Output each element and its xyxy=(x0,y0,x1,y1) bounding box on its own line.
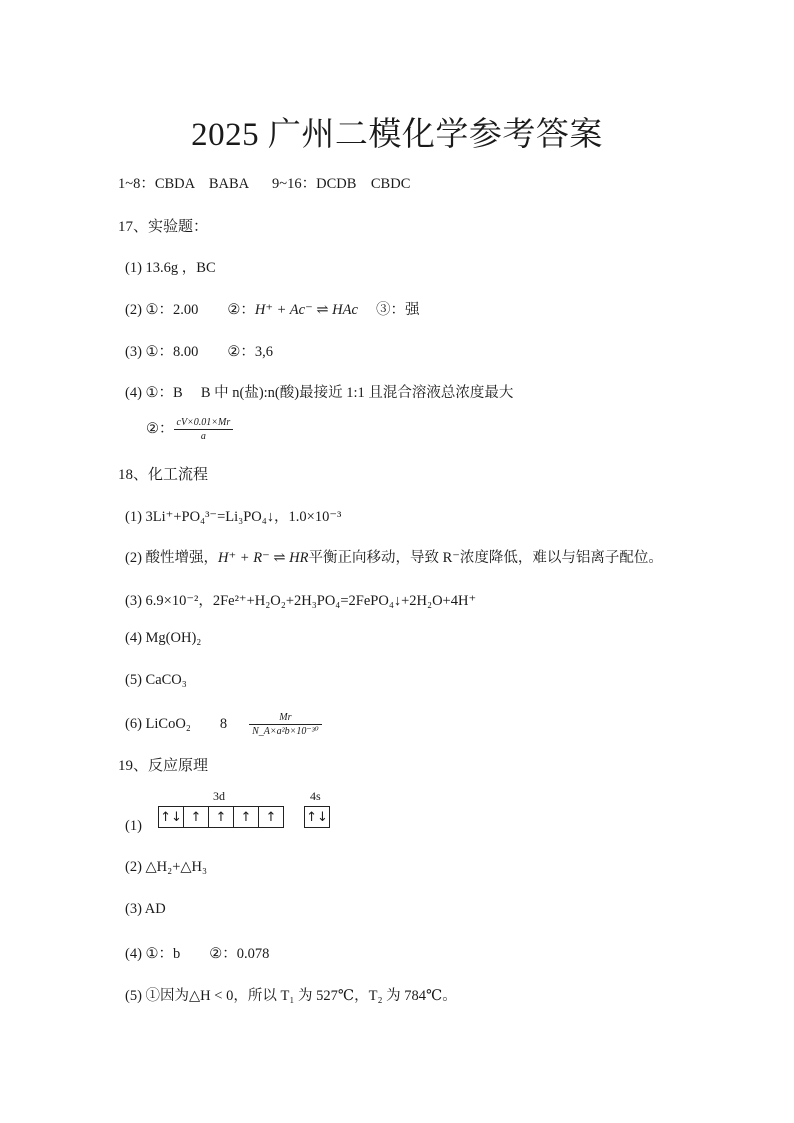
q18-answer-6-label: (6) LiCoO₂ 8 xyxy=(125,716,228,732)
orbital-diagram-4s xyxy=(304,806,330,828)
q18-heading: 18、化工流程 xyxy=(118,467,209,483)
mc-answers-1-8: 1~8：CBDA BABA xyxy=(118,176,250,192)
q18-answer-5: (5) CaCO₃ xyxy=(125,672,187,688)
q19-answer-4: (4) ①：b ②：0.078 xyxy=(125,946,270,962)
q19-heading: 19、反应原理 xyxy=(118,758,209,774)
q17-answer-1: (1) 13.6g ，BC xyxy=(125,260,216,276)
q18-answer-2-label: (2) 酸性增强， xyxy=(125,550,219,566)
q19-answer-5: (5) ①因为△H < 0，所以 T₁ 为 527℃，T₂ 为 784℃。 xyxy=(125,988,457,1004)
q17-answer-4: (4) ①：B B 中 n(盐):n(酸)最接近 1:1 且混合溶液总浓度最大 xyxy=(125,385,514,401)
q17-answer-2 xyxy=(125,298,420,319)
fraction-denominator: N_A×a²b×10⁻³⁰ xyxy=(252,726,319,738)
orbital-box: ↑ xyxy=(209,807,234,827)
orbital-box: ↑ xyxy=(265,809,277,825)
hr-equilibrium: H⁺ + R⁻ ⇌ HR xyxy=(218,550,309,566)
q17-answer-2-tail: ③：强 xyxy=(357,302,420,318)
orbital-box: ↑ xyxy=(184,807,209,827)
orbital-3d-label: 3d xyxy=(213,789,225,803)
q17-answer-4b xyxy=(146,417,233,442)
q18-answer-3: (3) 6.9×10⁻²，2Fe²⁺+H₂O₂+2H₃PO₄=2FePO₄↓+2H₂O+4H⁺ xyxy=(125,593,477,609)
q17-answer-2-label: (2) ①：2.00 ②： xyxy=(125,302,255,318)
orbital-4s-label: 4s xyxy=(310,789,321,803)
q17-heading: 17、实验题： xyxy=(118,219,209,235)
orbital-box: ↑↓ xyxy=(306,809,328,825)
q18-answer-2 xyxy=(125,546,663,567)
fraction-denominator: a xyxy=(200,431,206,443)
q18-fraction xyxy=(249,712,322,737)
mc-answers-9-16: 9~16：DCDB CBDC xyxy=(272,176,411,192)
fraction-numerator: Mr xyxy=(249,712,322,725)
q18-answer-6 xyxy=(125,712,322,737)
acetic-acid-equilibrium: H⁺ + Ac⁻ ⇌ HAc xyxy=(254,302,358,318)
orbital-box: ↑↓ xyxy=(159,807,184,827)
q18-answer-1: (1) 3Li⁺+PO₄³⁻=Li₃PO₄↓，1.0×10⁻³ xyxy=(125,509,342,525)
q17-answer-3: (3) ①：8.00 ②：3,6 xyxy=(125,344,274,360)
orbital-box: ↑ xyxy=(234,807,259,827)
fraction-numerator: cV×0.01×Mr xyxy=(174,417,234,430)
q19-answer-3: (3) AD xyxy=(125,901,166,917)
q19-answer-2: (2) △H₂+△H₃ xyxy=(125,859,208,875)
q18-answer-2-tail: 平衡正向移动，导致 R⁻浓度降低，难以与铝离子配位。 xyxy=(308,550,663,566)
orbital-diagram-3d xyxy=(158,806,284,828)
q19-answer-1-label: (1) xyxy=(125,818,142,834)
q17-answer-4b-label: ②： xyxy=(146,421,174,437)
q18-answer-4: (4) Mg(OH)₂ xyxy=(125,630,202,646)
page-title: 2025 广州二模化学参考答案 xyxy=(191,117,603,153)
q17-fraction xyxy=(174,417,234,442)
